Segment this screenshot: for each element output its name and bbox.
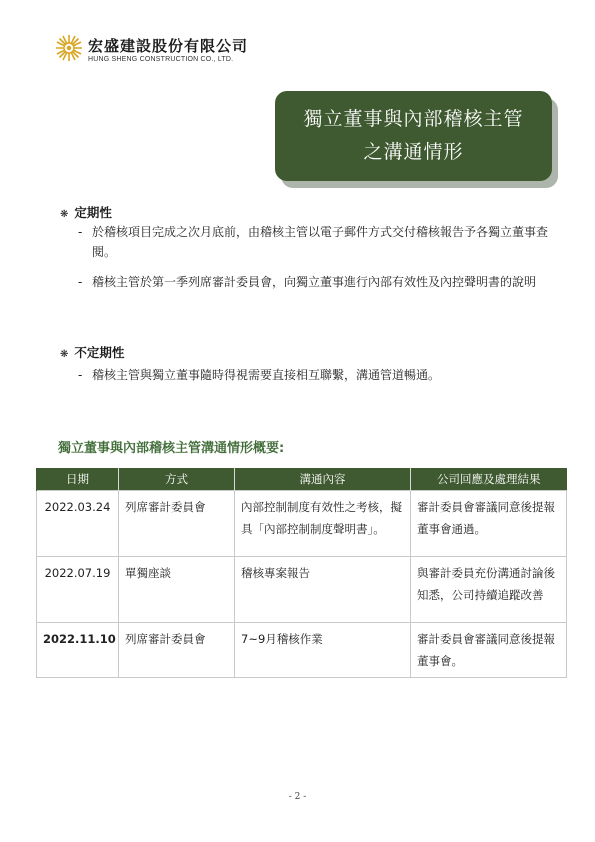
cell-date: 2022.11.10 (37, 623, 119, 678)
cell-method: 列席審計委員會 (119, 491, 235, 557)
list-item-text: 稽核主管與獨立董事隨時得視需要直接相互聯繫，溝通管道暢通。 (92, 368, 441, 382)
cell-method: 單獨座談 (119, 557, 235, 623)
section-periodic-title: 定期性 (74, 205, 112, 220)
cell-response: 審計委員會審議同意後提報董事會通過。 (411, 491, 567, 557)
column-header-content: 溝通內容 (235, 468, 411, 491)
list-item (78, 365, 558, 385)
list-item (78, 272, 558, 292)
cell-method: 列席審計委員會 (119, 623, 235, 678)
page-title-line1: 獨立董事與內部稽核主管 (303, 108, 524, 130)
page-number: - 2 - (288, 792, 307, 802)
cell-content: 稽核專案報告 (235, 557, 411, 623)
page-title-box (275, 91, 552, 181)
column-header-response: 公司回應及處理結果 (411, 468, 567, 491)
list-item-text: 於稽核項目完成之次月底前，由稽核主管以電子郵件方式交付稽核報告予各獨立董事查閱。 (92, 225, 549, 259)
table-row (37, 491, 567, 557)
column-header-method: 方式 (119, 468, 235, 491)
section-irregular-heading (60, 343, 124, 361)
sun-logo-icon (55, 34, 83, 62)
table-row (37, 557, 567, 623)
dash-mark: - (78, 225, 83, 239)
table-row (37, 623, 567, 678)
section-periodic-heading (60, 203, 112, 221)
summary-title: 獨立董事與內部稽核主管溝通情形概要: (58, 441, 285, 456)
communication-table (36, 468, 567, 678)
asterisk-icon: ❋ (60, 349, 69, 360)
company-name-cn: 宏盛建設股份有限公司 (88, 37, 249, 55)
table-header-row (37, 468, 567, 491)
cell-date: 2022.07.19 (37, 557, 119, 623)
list-item (78, 222, 558, 262)
company-name-en: HUNG SHENG CONSTRUCTION CO., LTD. (88, 56, 234, 63)
column-header-date: 日期 (37, 468, 119, 491)
cell-date: 2022.03.24 (37, 491, 119, 557)
cell-response: 與審計委員充份溝通討論後知悉，公司持續追蹤改善 (411, 557, 567, 623)
cell-content: 7~9月稽核作業 (235, 623, 411, 678)
cell-content: 內部控制制度有效性之考核，擬具「內部控制制度聲明書」。 (235, 491, 411, 557)
list-item-text: 稽核主管於第一季列席審計委員會，向獨立董事進行內部有效性及內控聲明書的說明 (92, 275, 537, 289)
asterisk-icon: ❋ (60, 209, 69, 220)
page-title-line2: 之溝通情形 (363, 141, 464, 163)
dash-mark: - (78, 275, 83, 289)
dash-mark: - (78, 368, 83, 382)
cell-response: 審計委員會審議同意後提報董事會。 (411, 623, 567, 678)
section-irregular-title: 不定期性 (74, 345, 125, 360)
